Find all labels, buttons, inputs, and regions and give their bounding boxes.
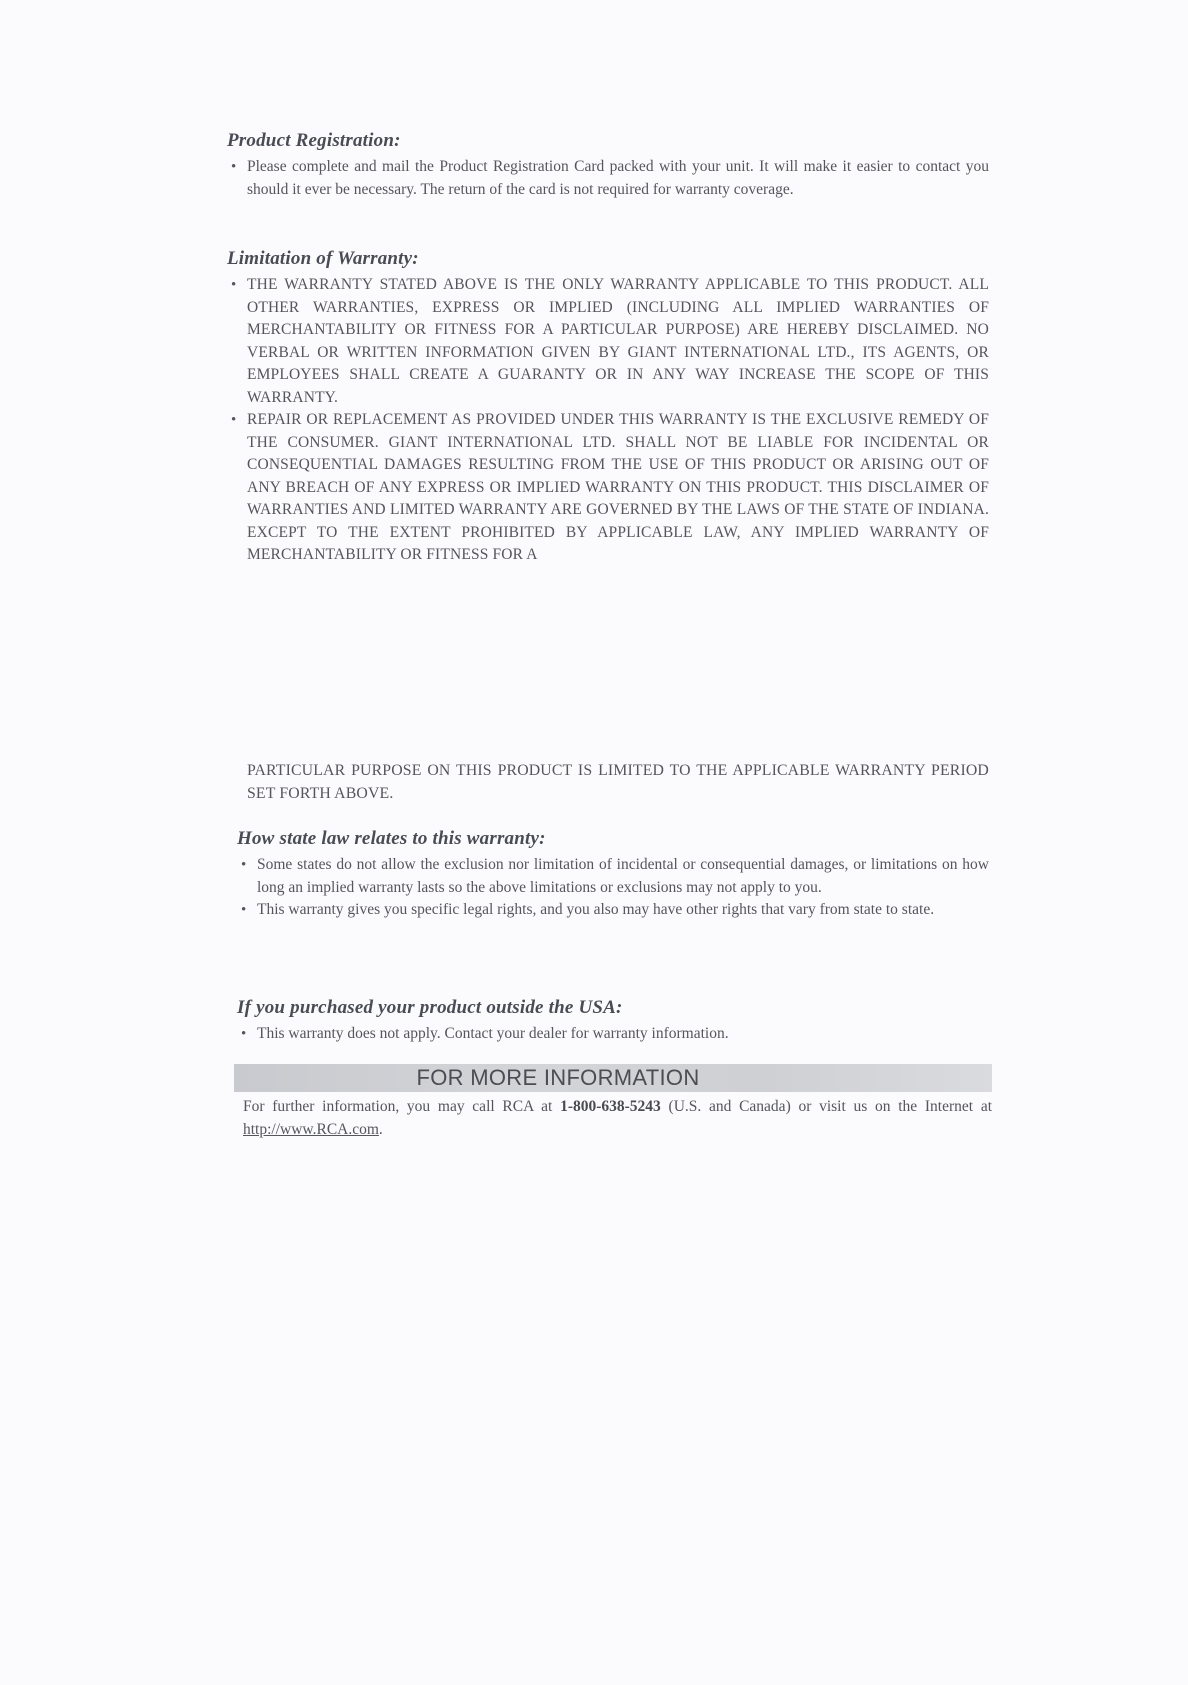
more-info-text-middle: (U.S. and Canada) or visit us on the Internet at <box>660 1098 992 1115</box>
product-registration-list <box>227 156 989 201</box>
limitation-continuation: PARTICULAR PURPOSE ON THIS PRODUCT IS LIMITED TO THE APPLICABLE WARRANTY PERIOD SET FORTH ABOVE. <box>247 762 989 802</box>
more-info-text <box>243 1096 992 1141</box>
bullet-text: This warranty gives you specific legal rights, and you also may have other rights that vary from state to state. <box>257 901 935 918</box>
bullet-text: REPAIR OR REPLACEMENT AS PROVIDED UNDER THIS WARRANTY IS THE EXCLUSIVE REMEDY OF THE CONSUMER. GIANT INTERNATIONAL LTD. SHALL NOT BE LIABLE FOR INCIDENTAL OR CONSEQUENTIAL DAMAGES RESULTING FROM THE USE OF THIS PRODUCT OR ARISING OUT OF ANY BREACH OF ANY EXPRESS OR IMPLIED WARRANTY ON THIS PRODUCT. THIS DISCLAIMER OF WARRANTIES AND LIMITED WARRANTY ARE GOVERNED BY THE LAWS OF THE STATE OF INDIANA. EXCEPT TO THE EXTENT PROHIBITED BY APPLICABLE LAW, ANY IMPLIED WARRANTY OF MERCHANTABILITY OR FITNESS FOR A <box>247 411 989 563</box>
list-item <box>237 854 989 899</box>
bullet-text: THE WARRANTY STATED ABOVE IS THE ONLY WARRANTY APPLICABLE TO THIS PRODUCT. ALL OTHER WARRANTIES, EXPRESS OR IMPLIED (INCLUDING ALL IMPLIED WARRANTIES OF MERCHANTABILITY OR FITNESS FOR A PARTICULAR PURPOSE) ARE HEREBY DISCLAIMED. NO VERBAL OR WRITTEN INFORMATION GIVEN BY GIANT INTERNATIONAL LTD., ITS AGENTS, OR EMPLOYEES SHALL CREATE A GUARANTY OR IN ANY WAY INCREASE THE SCOPE OF THIS WARRANTY. <box>247 276 989 406</box>
bullet-icon: • <box>241 857 247 873</box>
limitation-heading: Limitation of Warranty: <box>227 248 419 269</box>
outside-usa-section <box>237 997 989 1046</box>
bullet-icon: • <box>231 412 237 428</box>
rca-website-link[interactable]: http://www.RCA.com <box>243 1120 379 1138</box>
bullet-text: Some states do not allow the exclusion nor limitation of incidental or consequential damages, or limitations on how long an implied warranty lasts so the above limitations or exclusions may not apply to you. <box>257 856 989 896</box>
outside-usa-heading: If you purchased your product outside the USA: <box>237 997 623 1018</box>
list-item <box>237 1023 989 1046</box>
more-info-banner <box>234 1064 992 1092</box>
state-law-section <box>237 828 989 922</box>
bullet-icon: • <box>241 902 247 918</box>
product-registration-heading: Product Registration: <box>227 130 401 151</box>
outside-usa-list <box>237 1023 989 1046</box>
phone-number: 1-800-638-5243 <box>560 1098 661 1115</box>
state-law-heading: How state law relates to this warranty: <box>237 828 546 849</box>
list-item <box>227 156 989 201</box>
bullet-icon: • <box>231 159 237 175</box>
bullet-text: Please complete and mail the Product Registration Card packed with your unit. It will make it easier to contact you should it ever be necessary. The return of the card is not required for warranty coverage. <box>247 158 989 198</box>
limitation-list <box>227 274 989 567</box>
more-info-banner-title: FOR MORE INFORMATION <box>416 1065 700 1090</box>
state-law-list <box>237 854 989 922</box>
more-info-text-before: For further information, you may call RCA at <box>243 1098 561 1115</box>
limitation-section <box>227 248 989 567</box>
product-registration-section <box>227 130 989 201</box>
bullet-icon: • <box>231 277 237 293</box>
bullet-icon: • <box>241 1026 247 1042</box>
list-item <box>227 409 989 567</box>
bullet-text: This warranty does not apply. Contact your dealer for warranty information. <box>257 1025 729 1042</box>
list-item <box>237 899 989 922</box>
list-item <box>227 274 989 409</box>
more-info-text-after: . <box>378 1120 383 1138</box>
